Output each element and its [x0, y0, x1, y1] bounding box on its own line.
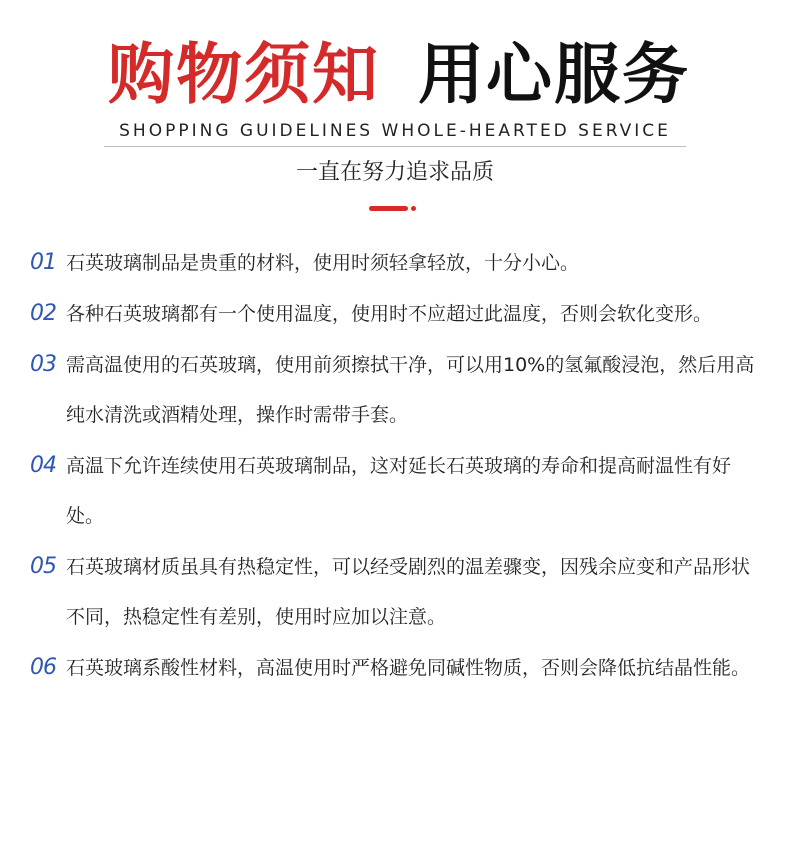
english-subtitle: SHOPPING GUIDELINES WHOLE-HEARTED SERVICE: [119, 121, 671, 141]
item-text: 需高温使用的石英玻璃，使用前须擦拭干净，可以用10%的氢氟酸浸泡，然后用高纯水清洗或酒精处理，操作时需带手套。: [66, 354, 755, 426]
item-number: 02: [30, 301, 56, 326]
guidelines-list: [30, 238, 760, 694]
title-shopping-notice: 购物须知: [108, 36, 380, 113]
list-item: [30, 441, 760, 541]
accent-dot: [411, 206, 416, 211]
page-header: [0, 30, 790, 120]
item-number: 05: [30, 554, 56, 579]
item-text: 石英玻璃材质虽具有热稳定性，可以经受剧烈的温差骤变，因残余应变和产品形状不同，热稳定性有差别，使用时应加以注意。: [66, 556, 751, 628]
item-number: 03: [30, 352, 56, 377]
list-item: [30, 289, 760, 339]
item-number: 06: [30, 655, 56, 680]
quality-tagline: 一直在努力追求品质: [295, 160, 494, 185]
item-text: 高温下允许连续使用石英玻璃制品，这对延长石英玻璃的寿命和提高耐温性有好处。: [66, 455, 732, 527]
item-text: 各种石英玻璃都有一个使用温度，使用时不应超过此温度，否则会软化变形。: [66, 303, 713, 325]
list-item: [30, 340, 760, 440]
list-item: [30, 238, 760, 288]
item-number: 04: [30, 453, 56, 478]
list-item: [30, 643, 760, 693]
accent-bar: [369, 206, 408, 211]
item-text: 石英玻璃制品是贵重的材料，使用时须轻拿轻放，十分小心。: [66, 252, 580, 274]
header-divider: [104, 146, 686, 147]
item-number: 01: [30, 250, 56, 275]
item-text: 石英玻璃系酸性材料，高温使用时严格避免同碱性物质，否则会降低抗结晶性能。: [66, 657, 751, 679]
title-dedicated-service: 用心服务: [418, 36, 690, 113]
list-item: [30, 542, 760, 642]
